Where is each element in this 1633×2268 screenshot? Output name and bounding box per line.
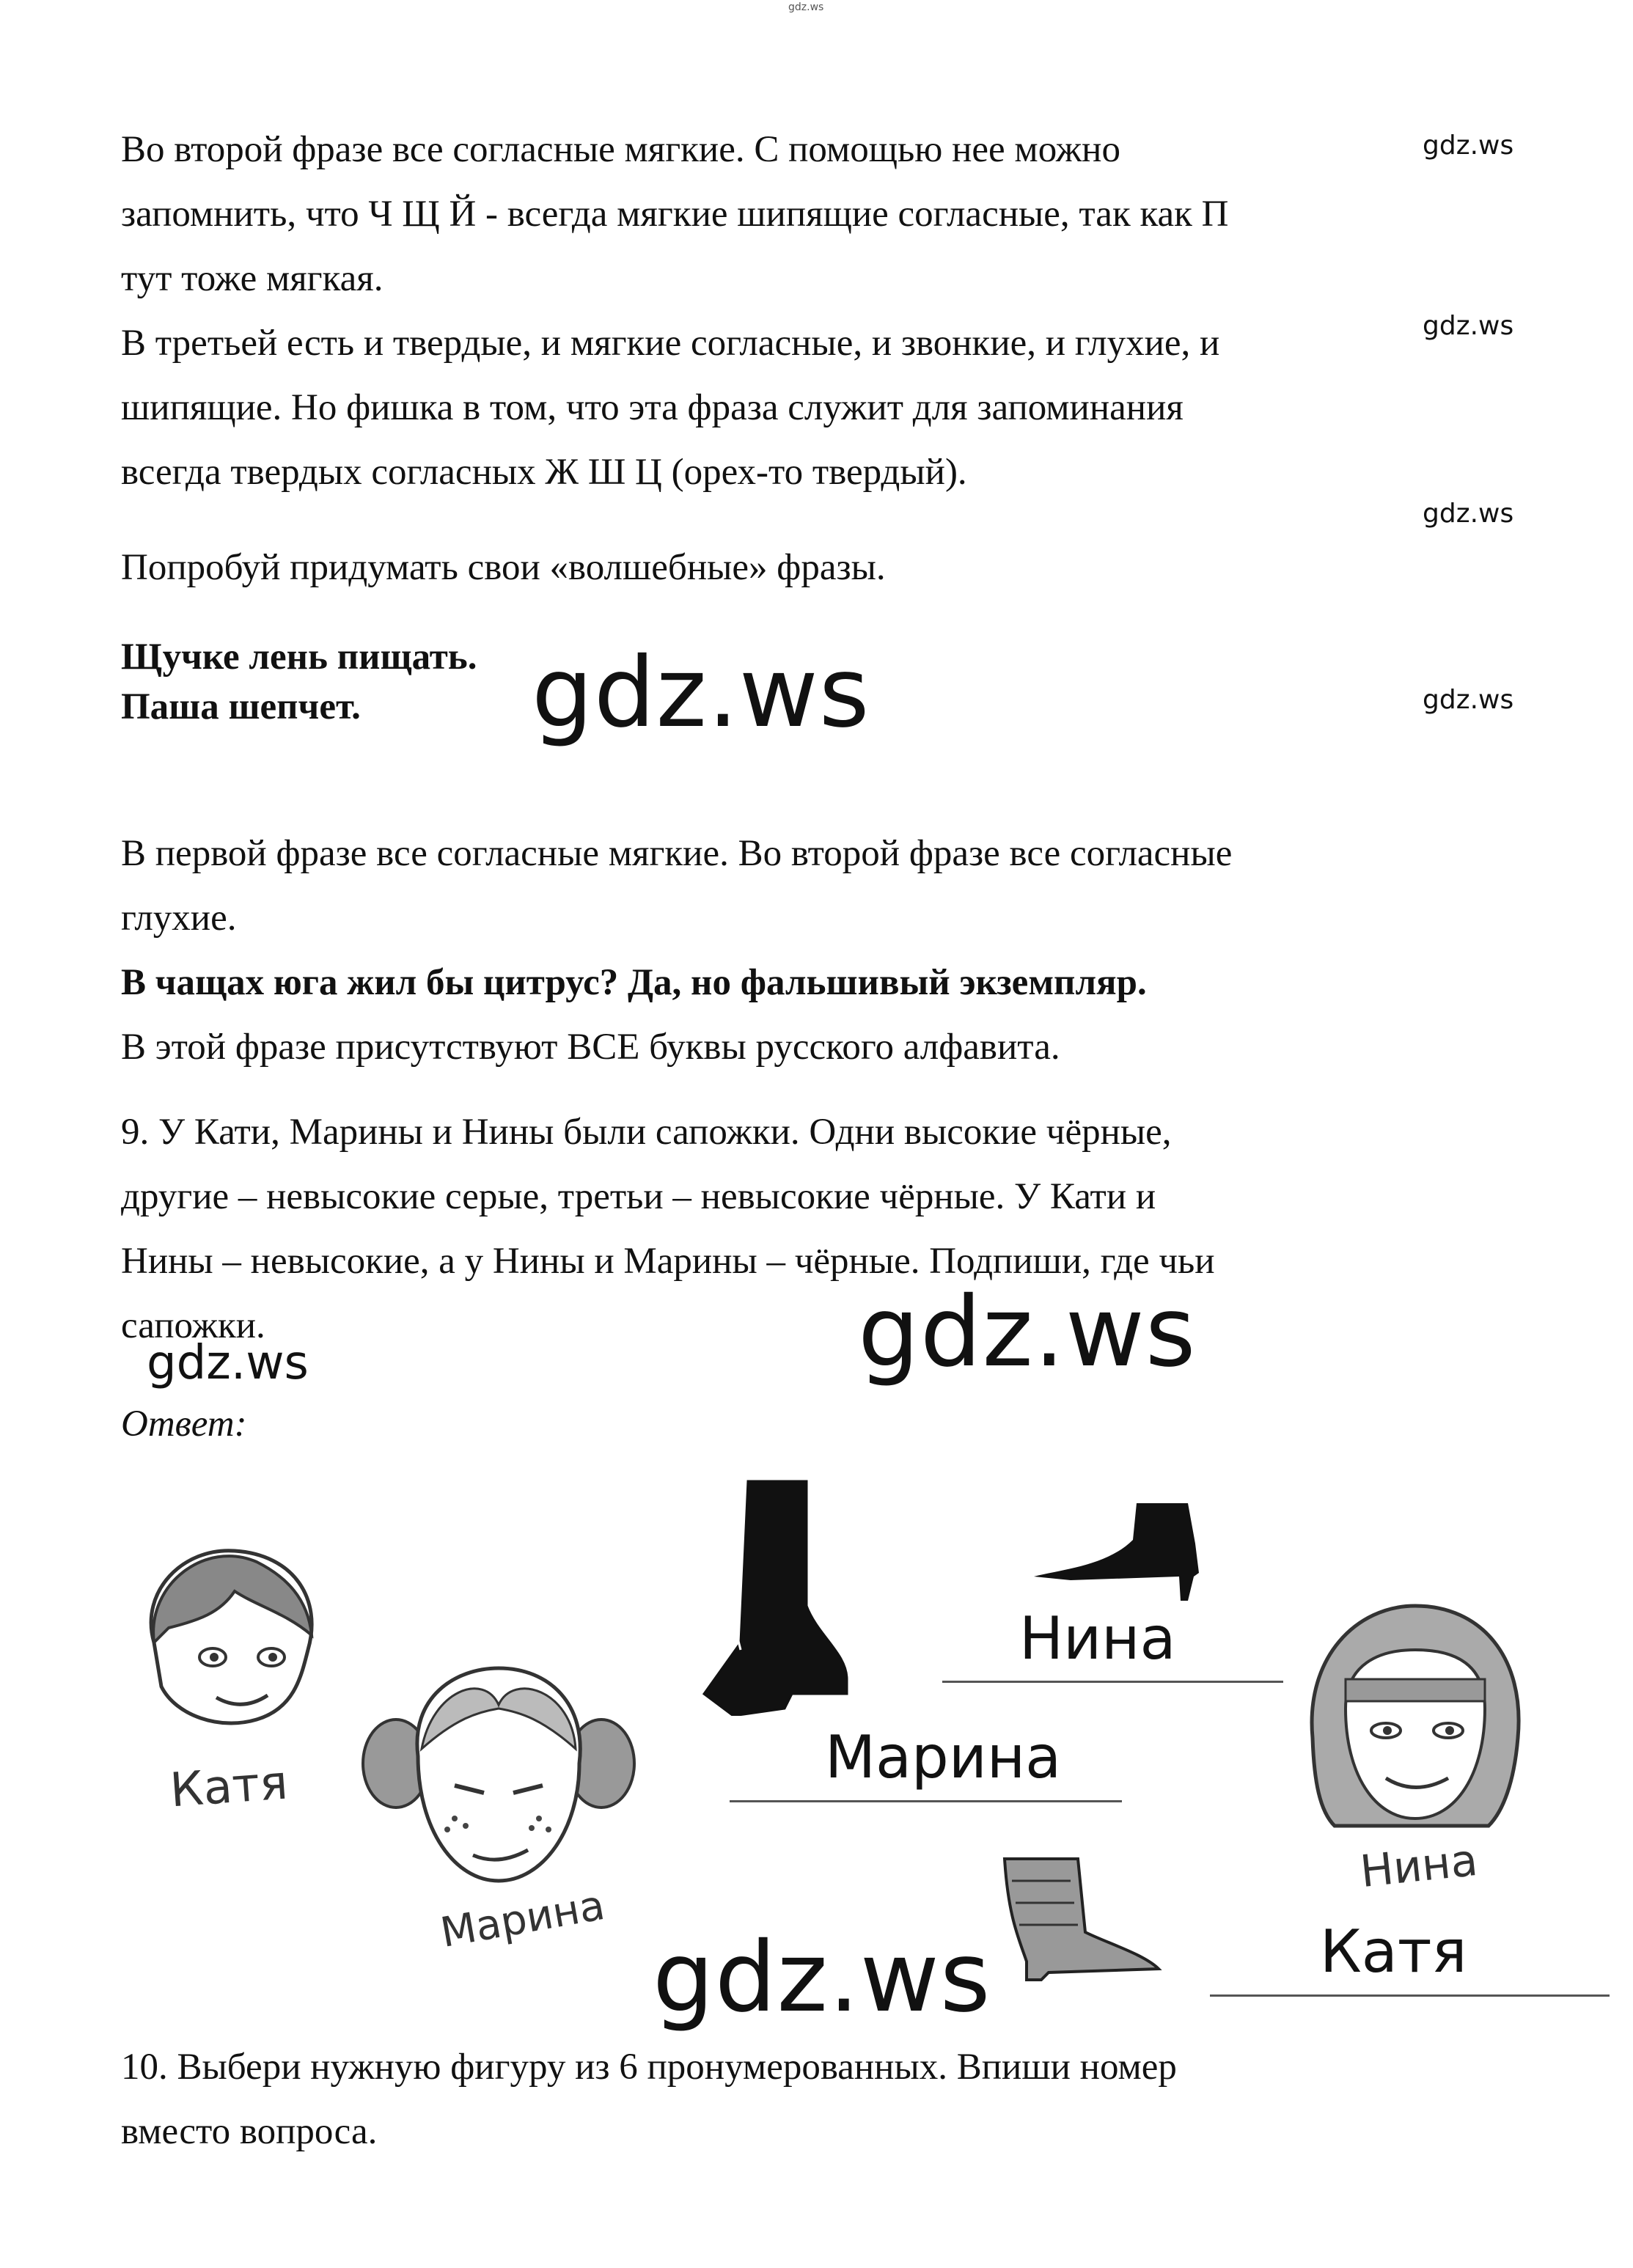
side-watermark: gdz.ws — [1423, 131, 1514, 161]
paragraph-second-phrase — [121, 117, 1228, 311]
short-black-boot-illustration — [1027, 1500, 1210, 1602]
task-10 — [121, 2035, 1177, 2164]
paragraph-first-phrase — [121, 821, 1232, 1079]
big-watermark: gdz.ws — [653, 1921, 991, 2034]
side-watermark: gdz.ws — [1423, 685, 1514, 715]
text-line: В этой фразе присутствуют ВСЕ буквы русского алфавита. — [121, 1027, 1060, 1068]
text-line: глухие. — [121, 898, 237, 939]
nina-face-illustration — [1291, 1591, 1540, 1855]
text-line: Во второй фразе все согласные мягкие. С помощью нее можно — [121, 129, 1120, 170]
text-line: другие – невысокие серые, третьи – невысокие чёрные. У Кати и — [121, 1176, 1156, 1217]
grey-boot-illustration — [983, 1852, 1173, 1983]
tall-black-boot-illustration — [689, 1474, 865, 1716]
top-watermark: gdz.ws — [788, 1, 824, 13]
answer-nina-line — [942, 1681, 1283, 1683]
text-line: 9. У Кати, Марины и Нины были сапожки. Одни высокие чёрные, — [121, 1112, 1172, 1153]
answer-marina-label: Марина — [825, 1723, 1062, 1791]
example-phrases — [121, 625, 477, 739]
paragraph-invent — [121, 535, 886, 600]
side-watermark: gdz.ws — [1423, 311, 1514, 341]
paragraph-third-phrase — [121, 311, 1219, 504]
answer-marina-line — [730, 1800, 1122, 1802]
side-watermark: gdz.ws — [1423, 499, 1514, 529]
big-watermark: gdz.ws — [858, 1276, 1197, 1389]
text-line: В первой фразе все согласные мягкие. Во второй фразе все согласные — [121, 833, 1233, 874]
marina-face-illustration — [352, 1661, 645, 1903]
text-line: запомнить, что Ч Щ Й - всегда мягкие шипящие согласные, так как П — [121, 194, 1229, 235]
nina-name-label: Нина — [1357, 1834, 1480, 1898]
pangram-line: В чащах юга жил бы цитрус? Да, но фальшивый экземпляр. — [121, 962, 1147, 1003]
big-watermark: gdz.ws — [532, 636, 870, 749]
answer-katya-line — [1210, 1994, 1610, 1997]
text-line: всегда твердых согласных Ж Ш Ц (орех-то твердый). — [121, 452, 967, 493]
text-line: тут тоже мягкая. — [121, 258, 384, 299]
text-line: сапожки. — [121, 1305, 265, 1346]
text-line: 10. Выбери нужную фигуру из 6 пронумерованных. Впиши номер — [121, 2047, 1177, 2088]
mid-watermark: gdz.ws — [147, 1336, 309, 1390]
marina-name-label: Марина — [437, 1881, 609, 1958]
text-line: Попробуй придумать свои «волшебные» фразы. — [121, 547, 886, 588]
phrase-line: Паша шепчет. — [121, 686, 361, 727]
katya-name-label: Катя — [168, 1755, 290, 1819]
text-line: шипящие. Но фишка в том, что эта фраза служит для запоминания — [121, 387, 1184, 428]
answer-label: Ответ: — [121, 1403, 247, 1445]
text-line: вместо вопроса. — [121, 2111, 378, 2152]
text-line: Нины – невысокие, а у Нины и Марины – чёрные. Подпиши, где чьи — [121, 1241, 1215, 1282]
katya-face-illustration — [125, 1533, 345, 1753]
text-line: В третьей есть и твердые, и мягкие согласные, и звонкие, и глухие, и — [121, 323, 1220, 364]
answer-katya-label: Катя — [1320, 1917, 1467, 1986]
answer-nina-label: Нина — [1019, 1604, 1176, 1673]
phrase-line: Щучке лень пищать. — [121, 636, 477, 678]
